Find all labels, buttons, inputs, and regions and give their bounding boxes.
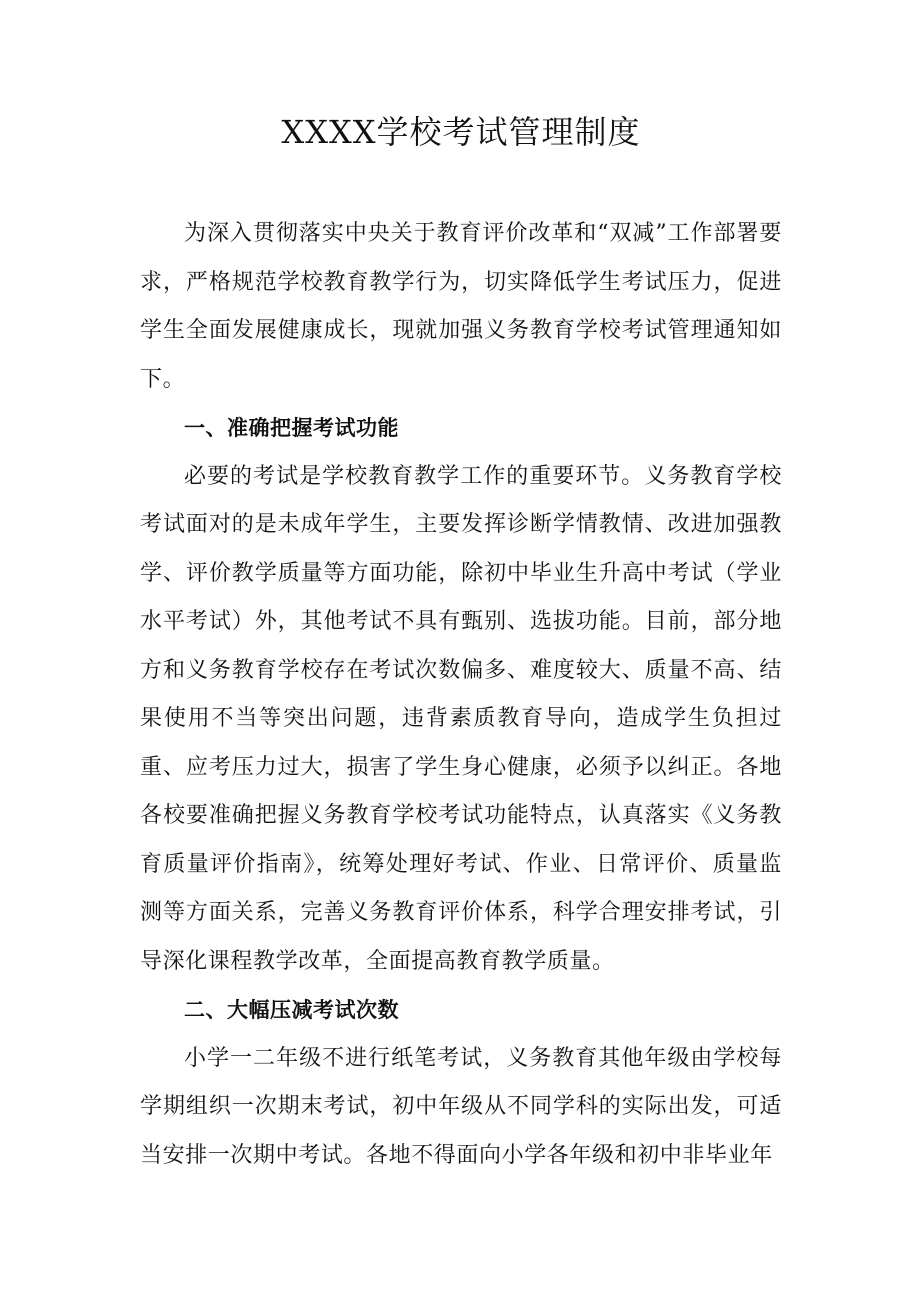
section-heading: 一、准确把握考试功能 <box>184 416 399 440</box>
section-paragraph: 必要的考试是学校教育教学工作的重要环节。义务教育学校考试面对的是未成年学生，主要发挥诊断学情教情、改进加强教学、评价教学质量等方面功能，除初中毕业生升高中考试（学业水平考试）外，其他考试不具有甄别、选拔功能。目前，部分地方和义务教育学校存在考试次数偏多、难度较大、质量不高、结果使用不当等突出问题，违背素质教育导向，造成学生负担过重、应考压力过大，损害了学生身心健康，必须予以纠正。各地各校要准确把握义务教育学校考试功能特点，认真落实《义务教育质量评价指南》，统筹处理好考试、作业、日常评价、质量监测等方面关系，完善义务教育评价体系，科学合理安排考试，引导深化课程教学改革，全面提高教育教学质量。 <box>140 463 782 974</box>
section-2 <box>140 986 782 1180</box>
section-heading: 二、大幅压减考试次数 <box>184 998 399 1022</box>
section-paragraph: 小学一二年级不进行纸笔考试，义务教育其他年级由学校每学期组织一次期末考试，初中年级从不同学科的实际出发，可适当安排一次期中考试。各地不得面向小学各年级和初中非毕业年 <box>140 1045 782 1168</box>
document-title: XXXX学校考试管理制度 <box>281 113 641 151</box>
intro-paragraph: 为深入贯彻落实中央关于教育评价改革和“双减”工作部署要求，严格规范学校教育教学行为，切实降低学生考试压力，促进学生全面发展健康成长，现就加强义务教育学校考试管理通知如下。 <box>140 221 782 392</box>
document-body <box>140 210 782 1180</box>
section-1 <box>140 404 782 986</box>
